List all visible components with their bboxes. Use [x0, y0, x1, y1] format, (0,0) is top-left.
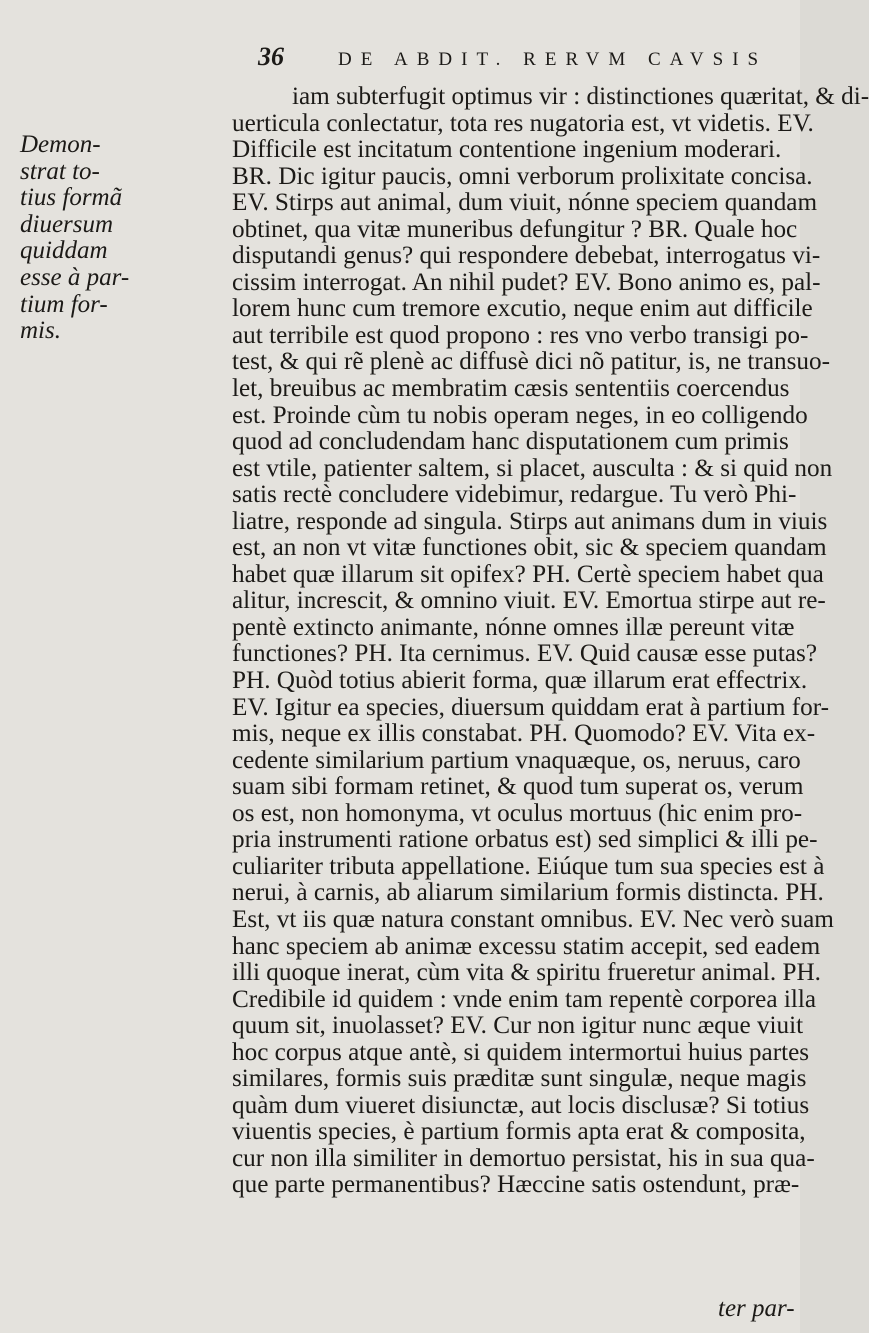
- text-line: hoc corpus atque antè, si quidem intermortui huius partes: [232, 1038, 810, 1066]
- page-number: 36: [258, 42, 284, 71]
- text-line: pria instrumenti ratione orbatus est) sed simplici & illi pe-: [232, 826, 818, 854]
- text-line: PH. Quòd totius abierit forma, quæ illarum erat effectrix.: [232, 667, 808, 695]
- text-line: obtinet, qua vitæ muneribus defungitur ? BR. Quale hoc: [232, 215, 798, 243]
- text-line: BR. Dic igitur paucis, omni verborum prolixitate concisa.: [232, 162, 813, 190]
- text-line: que parte permanentibus? Hæccine satis ostendunt, præ-: [232, 1171, 800, 1199]
- margin-note-line: mis.: [20, 317, 61, 345]
- text-line: habet quæ illarum sit opifex? PH. Certè speciem habet qua: [232, 560, 824, 588]
- text-line: lorem hunc cum tremore excutio, neque enim aut difficile: [232, 295, 813, 323]
- text-line: aut terribile est quod propono : res vno verbo transigi po-: [232, 321, 809, 349]
- text-line: est, an non vt vitæ functiones obit, sic & speciem quandam: [232, 534, 827, 562]
- text-line: uerticula conlectatur, tota res nugatoria est, vt videtis. EV.: [232, 109, 814, 137]
- text-line: suam sibi formam retinet, & quod tum superat os, verum: [232, 773, 804, 801]
- margin-note-line: Demon-: [20, 131, 101, 158]
- text-line: mis, neque ex illis constabat. PH. Quomodo? EV. Vita ex-: [232, 720, 816, 748]
- text-line: Credibile id quidem : vnde enim tam repentè corporea illa: [232, 985, 817, 1013]
- margin-note-line: quiddam: [20, 237, 108, 265]
- text-line: alitur, increscit, & omnino viuit. EV. Emortua stirpe aut re-: [232, 587, 826, 615]
- text-line: satis rectè concludere videbimur, redargue. Tu verò Phi-: [232, 481, 797, 509]
- text-line: quàm dum viueret disiunctæ, aut locis disclusæ? Si totius: [232, 1091, 810, 1119]
- text-line: similares, formis suis præditæ sunt singulæ, neque magis: [232, 1065, 807, 1093]
- text-line: cur non illa similiter in demortuo persistat, his in sua qua-: [232, 1144, 815, 1172]
- text-line: hanc speciem ab animæ excessu statim accepit, sed eadem: [232, 932, 821, 960]
- page-header: [258, 42, 768, 72]
- text-line: cissim interrogat. An nihil pudet? EV. Bono animo es, pal-: [232, 268, 821, 296]
- text-line: est. Proinde cùm tu nobis operam neges, in eo colligendo: [232, 401, 808, 429]
- margin-note-line: tium for-: [20, 290, 108, 318]
- text-line: iam subterfugit optimus vir : distinctiones quæritat, & di-: [292, 83, 869, 110]
- text-line: pentè extincto animante, nónne omnes illæ pereunt vitæ: [232, 613, 795, 641]
- margin-note: [20, 132, 216, 345]
- catchword: ter par-: [718, 1295, 795, 1322]
- text-line: nerui, à carnis, ab aliarum similarium formis distincta. PH.: [232, 879, 824, 907]
- text-line: cedente similarium partium vnaquæque, os, neruus, caro: [232, 746, 801, 774]
- margin-note-line: esse à par-: [20, 263, 130, 291]
- text-line: os est, non homonyma, vt oculus mortuus (hic enim pro-: [232, 799, 803, 827]
- text-line: quum sit, inuolasset? EV. Cur non igitur nunc æque viuit: [232, 1012, 804, 1040]
- margin-note-line: strat to-: [20, 157, 100, 185]
- text-line: let, breuibus ac membratim cæsis sententiis coercendus: [232, 375, 790, 403]
- text-line: Est, vt iis quæ natura constant omnibus. EV. Nec verò suam: [232, 905, 834, 933]
- text-line: test, & qui rẽ plenè ac diffusè dici nõ patitur, is, ne transuo-: [232, 348, 830, 376]
- body-text: [232, 83, 869, 1199]
- text-line: culiariter tributa appellatione. Eiúque tum sua species est à: [232, 852, 825, 880]
- text-line: quod ad concludendam hanc disputationem cum primis: [232, 428, 789, 456]
- text-line: EV. Igitur ea species, diuersum quiddam erat à partium for-: [232, 693, 830, 721]
- margin-note-line: diuersum: [20, 210, 114, 238]
- text-line: Difficile est incitatum contentione ingenium moderari.: [232, 136, 782, 164]
- text-line: functiones? PH. Ita cernimus. EV. Quid causæ esse putas?: [232, 640, 818, 668]
- text-line: EV. Stirps aut animal, dum viuit, nónne speciem quandam: [232, 189, 818, 217]
- text-line: disputandi genus? qui respondere debebat, interrogatus vi-: [232, 242, 821, 270]
- text-line: illi quoque inerat, cùm vita & spiritu frueretur animal. PH.: [232, 959, 821, 987]
- text-line: est vtile, patienter saltem, si placet, ausculta : & si quid non: [232, 454, 833, 482]
- running-head: DE ABDIT. RERVM CAVSIS: [338, 49, 768, 70]
- text-line: liatre, responde ad singula. Stirps aut animans dum in viuis: [232, 507, 828, 535]
- margin-note-line: tius formã: [20, 184, 123, 212]
- text-line: viuentis species, è partium formis apta erat & composita,: [232, 1118, 806, 1146]
